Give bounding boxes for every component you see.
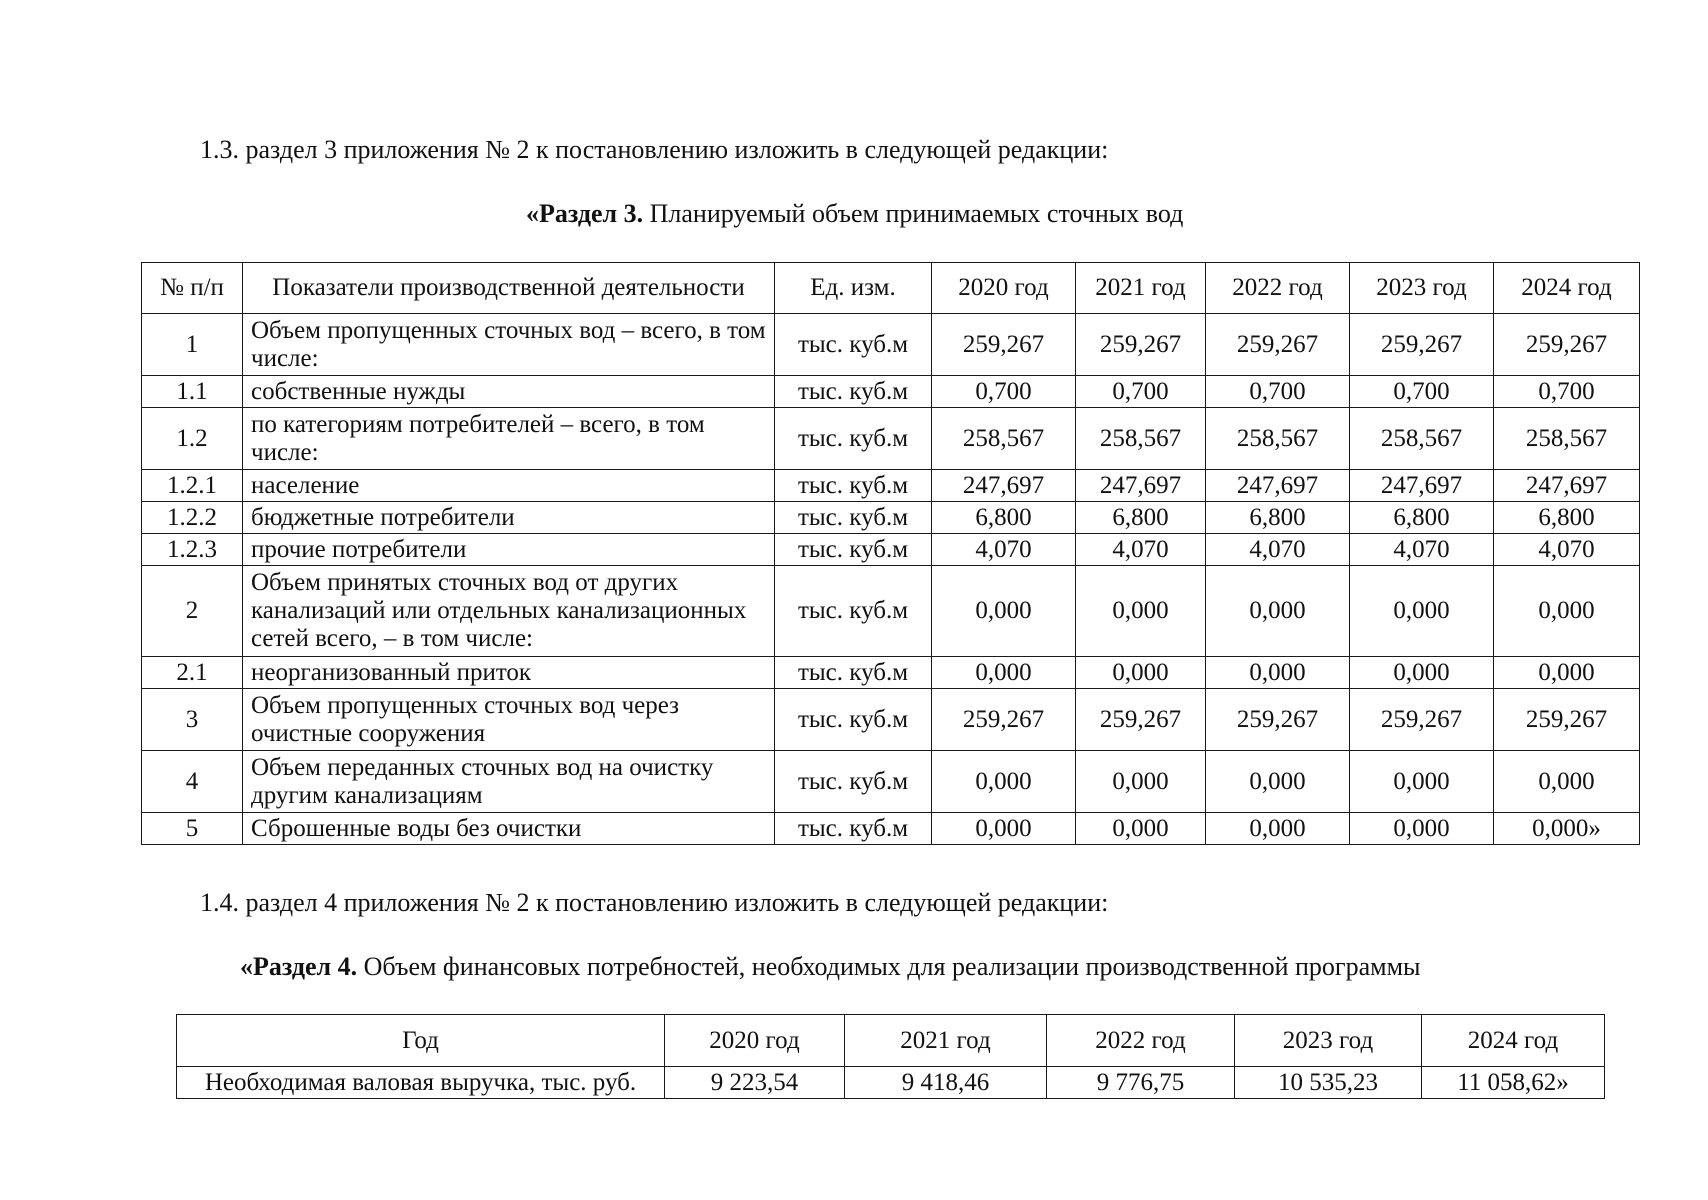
indicator-name-cell: население xyxy=(243,470,775,502)
table-row xyxy=(142,314,1640,376)
value-cell: 6,800 xyxy=(1076,502,1206,534)
header-cell: Показатели производственной деятельности xyxy=(243,263,775,314)
header-cell: 2021 год xyxy=(1076,263,1206,314)
row-number-cell: 3 xyxy=(142,689,243,751)
table-row xyxy=(142,376,1640,408)
value-cell: 247,697 xyxy=(1206,470,1350,502)
unit-cell: тыс. куб.м xyxy=(775,502,932,534)
indicator-name-cell: прочие потребители xyxy=(243,534,775,566)
header-cell: 2020 год xyxy=(932,263,1076,314)
value-cell: 0,000 xyxy=(932,751,1076,813)
header-cell: 2024 год xyxy=(1422,1015,1605,1067)
value-cell: 0,700 xyxy=(932,376,1076,408)
indicator-name-cell: по категориям потребителей – всего, в том числе: xyxy=(243,408,775,470)
value-cell: 0,000 xyxy=(1494,566,1640,657)
value-cell: 258,567 xyxy=(1076,408,1206,470)
table-row xyxy=(142,566,1640,657)
value-cell: 258,567 xyxy=(1494,408,1640,470)
value-cell: 259,267 xyxy=(932,689,1076,751)
value-cell: 0,000 xyxy=(1076,751,1206,813)
indicator-name-cell: Объем принятых сточных вод от других канализаций или отдельных канализационных сетей всего, – в том числе: xyxy=(243,566,775,657)
value-cell: 4,070 xyxy=(1076,534,1206,566)
header-cell: 2020 год xyxy=(665,1015,845,1067)
row-number-cell: 1.2.3 xyxy=(142,534,243,566)
table-row xyxy=(142,689,1640,751)
value-cell: 259,267 xyxy=(1494,689,1640,751)
value-cell: 0,000 xyxy=(932,566,1076,657)
value-cell: 0,000 xyxy=(1350,751,1494,813)
table-row xyxy=(142,502,1640,534)
header-cell: 2024 год xyxy=(1494,263,1640,314)
indicator-name-cell: бюджетные потребители xyxy=(243,502,775,534)
value-cell: 6,800 xyxy=(1494,502,1640,534)
unit-cell: тыс. куб.м xyxy=(775,689,932,751)
value-cell: 258,567 xyxy=(1206,408,1350,470)
table-row xyxy=(142,657,1640,689)
header-cell: 2022 год xyxy=(1047,1015,1235,1067)
unit-cell: тыс. куб.м xyxy=(775,470,932,502)
value-cell: 4,070 xyxy=(1206,534,1350,566)
value-cell: 4,070 xyxy=(932,534,1076,566)
indicator-name-cell: неорганизованный приток xyxy=(243,657,775,689)
unit-cell: тыс. куб.м xyxy=(775,813,932,845)
value-cell: 258,567 xyxy=(1350,408,1494,470)
row-number-cell: 2 xyxy=(142,566,243,657)
header-cell: 2021 год xyxy=(845,1015,1047,1067)
value-cell: 247,697 xyxy=(932,470,1076,502)
value-cell: 0,700 xyxy=(1206,376,1350,408)
row-number-cell: 4 xyxy=(142,751,243,813)
table-row xyxy=(142,534,1640,566)
value-cell: 259,267 xyxy=(1076,689,1206,751)
row-number-cell: 2.1 xyxy=(142,657,243,689)
unit-cell: тыс. куб.м xyxy=(775,314,932,376)
row-number-cell: 5 xyxy=(142,813,243,845)
indicator-name-cell: Объем пропущенных сточных вод через очистные сооружения xyxy=(243,689,775,751)
section-3-header-row xyxy=(142,263,1640,314)
unit-cell: тыс. куб.м xyxy=(775,566,932,657)
value-cell: 259,267 xyxy=(1076,314,1206,376)
section-3-caption-text: Планируемый объем принимаемых сточных вод xyxy=(643,199,1184,228)
paragraph-1-4: 1.4. раздел 4 приложения № 2 к постановлению изложить в следующей редакции: xyxy=(200,888,1109,917)
unit-cell: тыс. куб.м xyxy=(775,376,932,408)
value-cell: 0,000 xyxy=(1494,751,1640,813)
paragraph-1-3: 1.3. раздел 3 приложения № 2 к постановлению изложить в следующей редакции: xyxy=(200,135,1109,164)
row-number-cell: 1.1 xyxy=(142,376,243,408)
indicator-name-cell: Сброшенные воды без очистки xyxy=(243,813,775,845)
indicator-name-cell: Объем переданных сточных вод на очистку другим канализациям xyxy=(243,751,775,813)
value-cell: 6,800 xyxy=(1350,502,1494,534)
value-cell: 9 776,75 xyxy=(1047,1067,1235,1099)
table-row xyxy=(142,751,1640,813)
value-cell: 10 535,23 xyxy=(1235,1067,1422,1099)
header-cell: Год xyxy=(177,1015,665,1067)
row-number-cell: 1 xyxy=(142,314,243,376)
value-cell: 0,000 xyxy=(1206,813,1350,845)
value-cell: 0,700 xyxy=(1076,376,1206,408)
value-cell: 9 418,46 xyxy=(845,1067,1047,1099)
section-3-caption-bold: «Раздел 3. xyxy=(526,199,644,228)
header-cell: № п/п xyxy=(142,263,243,314)
value-cell: 0,700 xyxy=(1494,376,1640,408)
indicator-name-cell: собственные нужды xyxy=(243,376,775,408)
unit-cell: тыс. куб.м xyxy=(775,534,932,566)
section-4-caption-bold: «Раздел 4. xyxy=(240,952,358,981)
section-4-data-row xyxy=(177,1067,1605,1099)
unit-cell: тыс. куб.м xyxy=(775,408,932,470)
section-4-caption-text: Объем финансовых потребностей, необходимых для реализации производственной программы xyxy=(357,952,1421,981)
value-cell: 0,700 xyxy=(1350,376,1494,408)
indicator-name-cell: Объем пропущенных сточных вод – всего, в том числе: xyxy=(243,314,775,376)
value-cell: 247,697 xyxy=(1350,470,1494,502)
row-number-cell: 1.2.1 xyxy=(142,470,243,502)
value-cell: 0,000 xyxy=(1206,751,1350,813)
header-cell: 2023 год xyxy=(1350,263,1494,314)
value-cell: 259,267 xyxy=(932,314,1076,376)
unit-cell: тыс. куб.м xyxy=(775,751,932,813)
value-cell: 0,000 xyxy=(1206,657,1350,689)
section-4-caption xyxy=(240,952,1421,982)
value-cell: 0,000» xyxy=(1494,813,1640,845)
value-cell: 259,267 xyxy=(1350,314,1494,376)
unit-cell: тыс. куб.м xyxy=(775,657,932,689)
row-label-cell: Необходимая валовая выручка, тыс. руб. xyxy=(177,1067,665,1099)
value-cell: 259,267 xyxy=(1350,689,1494,751)
row-number-cell: 1.2.2 xyxy=(142,502,243,534)
section-4-header-row xyxy=(177,1015,1605,1067)
row-number-cell: 1.2 xyxy=(142,408,243,470)
value-cell: 259,267 xyxy=(1206,314,1350,376)
value-cell: 259,267 xyxy=(1494,314,1640,376)
value-cell: 259,267 xyxy=(1206,689,1350,751)
value-cell: 0,000 xyxy=(1350,566,1494,657)
value-cell: 9 223,54 xyxy=(665,1067,845,1099)
value-cell: 0,000 xyxy=(1076,813,1206,845)
section-3-table xyxy=(141,262,1640,845)
value-cell: 0,000 xyxy=(932,657,1076,689)
header-cell: 2023 год xyxy=(1235,1015,1422,1067)
value-cell: 6,800 xyxy=(932,502,1076,534)
value-cell: 258,567 xyxy=(932,408,1076,470)
table-row xyxy=(142,470,1640,502)
header-cell: 2022 год xyxy=(1206,263,1350,314)
table-row xyxy=(142,813,1640,845)
value-cell: 0,000 xyxy=(1206,566,1350,657)
value-cell: 247,697 xyxy=(1494,470,1640,502)
value-cell: 0,000 xyxy=(1350,657,1494,689)
value-cell: 6,800 xyxy=(1206,502,1350,534)
value-cell: 0,000 xyxy=(1494,657,1640,689)
value-cell: 4,070 xyxy=(1350,534,1494,566)
value-cell: 0,000 xyxy=(932,813,1076,845)
value-cell: 0,000 xyxy=(1076,566,1206,657)
value-cell: 4,070 xyxy=(1494,534,1640,566)
value-cell: 0,000 xyxy=(1350,813,1494,845)
value-cell: 247,697 xyxy=(1076,470,1206,502)
header-cell: Ед. изм. xyxy=(775,263,932,314)
value-cell: 11 058,62» xyxy=(1422,1067,1605,1099)
value-cell: 0,000 xyxy=(1076,657,1206,689)
section-3-caption xyxy=(526,199,1183,229)
section-4-table xyxy=(176,1014,1605,1099)
table-row xyxy=(142,408,1640,470)
